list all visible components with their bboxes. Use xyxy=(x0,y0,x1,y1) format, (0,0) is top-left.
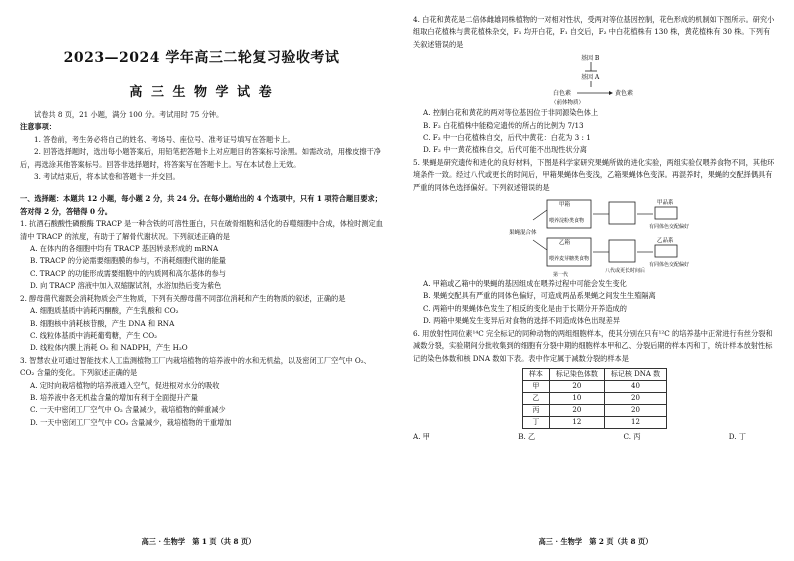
question-6: 6. 用放射性同位素¹⁴C 完全标记的同种动物的两组细胞样本，使其分别在只有¹²C 的培养基中正常进行有丝分裂和减数分裂，实验期间分批收集到的细胞有分裂中期的细胞样本甲和乙、分裂后期的样本丙和丁，统计样本放射性标记的染色体数和核 DNA 数如下表。表中作定属于减数分裂的样本是 xyxy=(413,328,773,363)
section-heading: 一、选择题：本题共 12 小题，每小题 2 分，共 24 分。在每小题给出的 4 个选项中，只有 1 项符合题目要求；答对得 2 分，答错得 0 分。 xyxy=(20,194,382,216)
q5-feed-b: 喂养麦芽糖类食物 xyxy=(549,256,590,263)
q5-feed-a: 喂养淀粉类食物 xyxy=(549,218,585,225)
q3-option-d: D. 一天中密闭工厂空气中 CO₂ 含量减少，栽培植物的干重增加 xyxy=(30,417,232,427)
q5-generation-1: 第一代 xyxy=(553,272,569,279)
q5-strain-b: 乙品系 xyxy=(657,238,674,245)
notice-3: 3. 考试结束后，将本试卷和答题卡一并交回。 xyxy=(34,172,180,182)
question-5: 5. 果蝇是研究遗传和进化的良好材料，下图是科学家研究果蝇所做的进化实验，两组实验仅喂养食物不同，其他环境条件一致。经过八代或更长的时间后，甲箱果蝇体色变浅，乙箱果蝇体色变深。再混养时，果蝇的交配择偶具有严重的同体色选择偏好。下列叙述错误的是 xyxy=(413,157,775,192)
q3-option-c: C. 一天中密闭工厂空气中 O₂ 含量减少，栽培植物的鲜重减少 xyxy=(30,405,226,415)
table-cell: 12 xyxy=(549,416,604,428)
q6-option-b: B. 乙 xyxy=(518,431,536,441)
question-3: 3. 智慧农业可通过智能技术人工监测植物工厂内栽培植物的培养液中的水和无机盐，以及密闭工厂空气中 O₂、CO₂ 含量的变化。下列叙述正确的是 xyxy=(20,355,371,378)
q4-pathway-svg xyxy=(413,51,773,107)
table-row xyxy=(522,380,666,392)
table-cell: 10 xyxy=(549,392,604,404)
q5-generation-8: 八代或更长时间后 xyxy=(605,268,646,275)
table-cell: 丁 xyxy=(522,416,549,428)
q6-options xyxy=(413,431,776,443)
exam-page-2 xyxy=(397,0,794,561)
question-2: 2. 醇母菌代谢既会消耗物质会产生物质，下列有关醇母菌不同部位消耗和产生的物质的叙述，正确的是 xyxy=(20,293,346,303)
q2-option-a: A. 细胞质基质中消耗丙酮酸，产生乳酸和 CO₂ xyxy=(30,306,179,316)
q5-option-b: B. 果蝇交配具有严重的同体色偏好，可造成两品系果蝇之间发生生殖隔离 xyxy=(423,291,656,301)
q4-gene-a-label: 基因 A xyxy=(581,74,600,82)
q3-option-a: A. 定时向栽培植物的培养液通入空气，促进根对水分的吸收 xyxy=(30,380,220,390)
q5-box-b: 乙箱 xyxy=(559,240,571,247)
q1-option-c: C. TRACP 的功能形成需要细胞中的内质网和高尔基体的参与 xyxy=(30,268,226,278)
q2-option-d: D. 线粒体内膜上消耗 O₂ 和 NADPH，产生 H₂O xyxy=(30,343,188,353)
q5-result-1: 有同体色交配偏好 xyxy=(649,224,690,231)
table-cell: 20 xyxy=(604,404,666,416)
table-cell: 乙 xyxy=(522,392,549,404)
notice-2: 2. 回答选择题时，选出每小题答案后，用铅笔把答题卡上对应题目的答案标号涂黑。如需改动，用橡皮擦干净后，再选涂其他答案标号。回答非选择题时，将答案写在答题卡上。写在本试卷上无效。 xyxy=(20,147,381,169)
q6-header-chrom: 标记染色体数 xyxy=(549,368,604,380)
table-cell: 20 xyxy=(549,404,604,416)
page-2-footer: 高三 · 生物学 第 2 页（共 8 页） xyxy=(538,537,653,546)
q2-option-c: C. 线粒体基质中消耗葡萄糖，产生 CO₂ xyxy=(30,330,157,340)
q6-table xyxy=(522,368,667,429)
table-cell: 甲 xyxy=(522,380,549,392)
q6-header-sample: 样本 xyxy=(522,368,549,380)
q5-experiment-svg xyxy=(413,194,773,278)
q5-source-label: 果蝇混合体 xyxy=(509,230,537,237)
exam-title: 2023—2024 学年高三二轮复习验收考试 xyxy=(63,50,340,66)
q4-diagram xyxy=(413,51,776,107)
q5-option-d: D. 两箱中果蝇发生变异后对食物的选择不同造成体色出现差异 xyxy=(423,316,620,326)
q6-table-header xyxy=(522,368,666,380)
q4-gene-b-label: 基因 B xyxy=(581,55,600,63)
q5-strain-a: 甲品系 xyxy=(657,200,674,207)
table-cell: 20 xyxy=(549,380,604,392)
page-1-footer: 高三 · 生物学 第 1 页（共 8 页） xyxy=(141,537,256,546)
q1-option-d: D. 向 TRACP 溶液中加入双缩脲试剂，水浴加热后变为紫色 xyxy=(30,281,222,291)
exam-meta: 试卷共 8 页，21 小题，满分 100 分。考试用时 75 分钟。 xyxy=(34,110,224,119)
q3-option-b: B. 培养液中各无机盐含量的增加有利于全面提升产量 xyxy=(30,392,198,402)
q4-option-d: D. F₂ 中一黄花植株自交，后代可能不出现性状分离 xyxy=(423,145,587,155)
q4-option-b: B. F₂ 白花植株中能稳定遗传的所占的比例为 7/13 xyxy=(423,120,584,130)
q4-yellow-pigment: 黄色素 xyxy=(615,90,634,98)
table-cell: 40 xyxy=(604,380,666,392)
q5-option-a: A. 甲箱或乙箱中的果蝇的基因组成在喂养过程中可能会发生变化 xyxy=(423,279,627,289)
notice-1: 1. 答卷前，考生务必将自己的姓名、考场号、座位号、准考证号填写在答题卡上。 xyxy=(34,134,295,144)
q6-option-d: D. 丁 xyxy=(728,431,746,441)
q6-option-c: C. 丙 xyxy=(623,431,641,441)
table-row xyxy=(522,404,666,416)
table-cell: 20 xyxy=(604,392,666,404)
q1-option-a: A. 在体内的各细胞中均有 TRACP 基因转录形成的 mRNA xyxy=(30,244,219,254)
table-cell: 丙 xyxy=(522,404,549,416)
q4-option-c: C. F₂ 中一白花植株自交，后代中黄花：白花为 3 : 1 xyxy=(423,133,591,143)
q5-box-a: 甲箱 xyxy=(559,202,571,209)
q5-diagram xyxy=(413,194,776,278)
table-row xyxy=(522,392,666,404)
table-cell: 12 xyxy=(604,416,666,428)
q2-option-b: B. 细胞核中消耗核苷酸，产生 DNA 和 RNA xyxy=(30,318,175,328)
notice-title: 注意事项： xyxy=(20,122,56,132)
q1-option-b: B. TRACP 的分泌需要细胞膜的参与，不消耗细胞代谢的能量 xyxy=(30,256,226,266)
q4-option-a: A. 控制白花和黄花的两对等位基因位于非同源染色体上 xyxy=(423,108,599,118)
q6-option-a: A. 甲 xyxy=(413,431,430,441)
question-4: 4. 白花和黄花是二倍体雌雄同株植物的一对相对性状，受两对等位基因控制，花色形成的机制如下图所示。研究小组取白花植株与黄花植株杂交，F₁ 均开白花，F₁ 自交后，F₂ 中白花植株有 130 株，黄花植株有 30 株。下列有关叙述错误的是 xyxy=(413,15,775,49)
q4-white-pigment: 白色素 xyxy=(553,90,572,98)
table-row xyxy=(522,416,666,428)
q5-result-2: 有同体色交配偏好 xyxy=(649,262,690,269)
q6-header-dna: 标记核 DNA 数 xyxy=(604,368,666,380)
q4-precursor: （前体物质） xyxy=(551,100,585,107)
question-1: 1. 抗酒石酸酸性磷酸酶 TRACP 是一种含铁的可溶性蛋白，只在破骨细胞和活化的吞噬细胞中合成，体检时测定血清中 TRACP 的浓度，有助于了解骨代谢状况。下列叙述正确的是 xyxy=(20,219,383,241)
exam-subtitle: 高 三 生 物 学 试 卷 xyxy=(129,85,274,100)
q5-option-c: C. 两箱中的果蝇体色发生了相反的变化是由于长期分开养造成的 xyxy=(423,303,627,313)
